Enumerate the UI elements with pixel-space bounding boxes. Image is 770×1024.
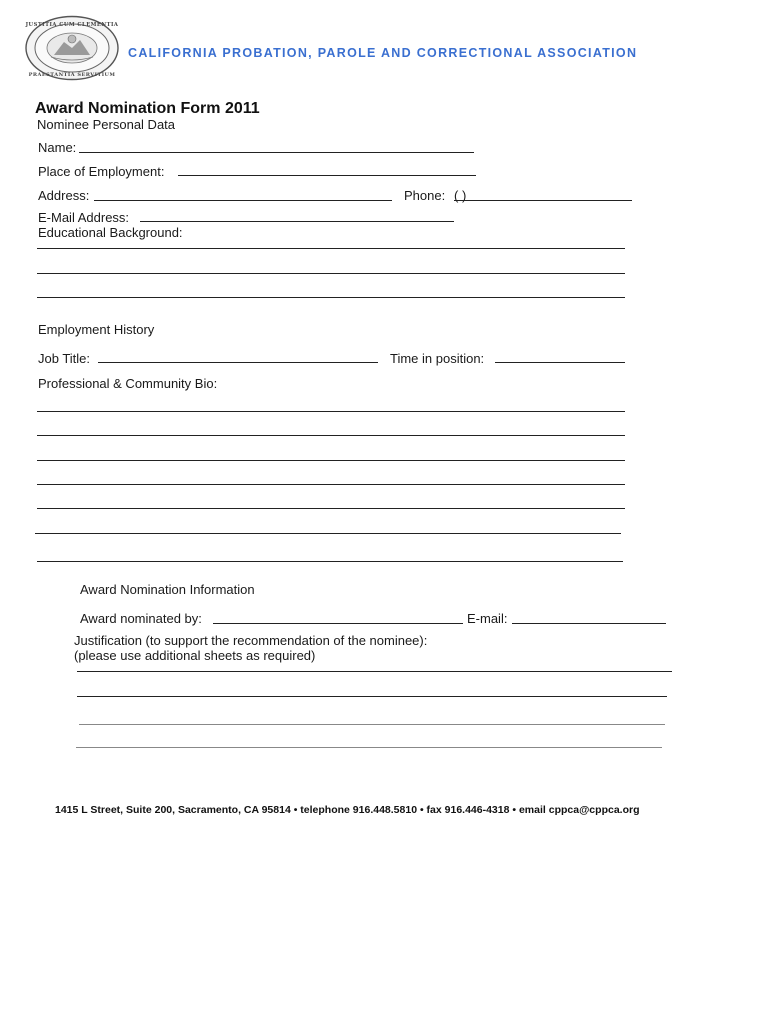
svg-text:JUSTITIA CUM CLEMENTIA: JUSTITIA CUM CLEMENTIA — [25, 22, 119, 28]
section-heading-employment: Employment History — [38, 322, 155, 337]
justification-line-1[interactable] — [77, 671, 672, 672]
form-title: Award Nomination Form 2011 — [35, 100, 260, 117]
section-heading-award: Award Nomination Information — [80, 582, 255, 597]
address-label: Address: — [38, 188, 90, 203]
education-label: Educational Background: — [38, 225, 183, 240]
justification-note: (please use additional sheets as required) — [74, 648, 316, 663]
organization-name: CALIFORNIA PROBATION, PAROLE AND CORRECTIONAL ASSOCIATION — [128, 46, 638, 60]
bio-line-4[interactable] — [37, 484, 625, 485]
employment-label: Place of Employment: — [38, 164, 165, 179]
time-position-field[interactable] — [495, 347, 625, 363]
employment-field[interactable] — [178, 160, 476, 176]
time-position-label: Time in position: — [390, 351, 485, 366]
justification-line-4[interactable] — [76, 747, 662, 748]
bio-line-6[interactable] — [35, 533, 621, 534]
bio-line-7[interactable] — [37, 561, 623, 562]
bio-line-3[interactable] — [37, 460, 625, 461]
bio-label: Professional & Community Bio: — [38, 376, 218, 391]
name-field[interactable] — [79, 137, 474, 153]
education-line-1[interactable] — [37, 248, 625, 249]
justification-label: Justification (to support the recommendation of the nominee): — [74, 633, 428, 648]
nominated-by-field[interactable] — [213, 608, 463, 624]
phone-label: Phone: — [404, 188, 446, 203]
education-line-3[interactable] — [37, 297, 625, 298]
bio-line-5[interactable] — [37, 508, 625, 509]
phone-field[interactable] — [454, 185, 632, 201]
footer-contact: 1415 L Street, Suite 200, Sacramento, CA 95814 • telephone 916.448.5810 • fax 916.446-4318 • email cppca@cppca.org — [55, 804, 640, 816]
education-line-2[interactable] — [37, 273, 625, 274]
award-email-field[interactable] — [512, 608, 666, 624]
svg-text:PRAESTANTIA SERVITIUM: PRAESTANTIA SERVITIUM — [28, 72, 116, 78]
bio-line-2[interactable] — [37, 435, 625, 436]
job-title-label: Job Title: — [38, 351, 91, 366]
phone-area-code: ( ) — [454, 188, 467, 203]
email-field[interactable] — [140, 206, 454, 222]
justification-line-3[interactable] — [79, 724, 665, 725]
name-label: Name: — [38, 140, 77, 155]
justification-line-2[interactable] — [77, 696, 667, 697]
bio-line-1[interactable] — [37, 411, 625, 412]
email-label: E-Mail Address: — [38, 210, 130, 225]
address-field[interactable] — [94, 185, 392, 201]
association-seal — [24, 15, 120, 81]
section-heading-personal: Nominee Personal Data — [37, 117, 176, 132]
job-title-field[interactable] — [98, 347, 378, 363]
nominated-by-label: Award nominated by: — [80, 611, 202, 626]
award-email-label: E-mail: — [467, 611, 508, 626]
